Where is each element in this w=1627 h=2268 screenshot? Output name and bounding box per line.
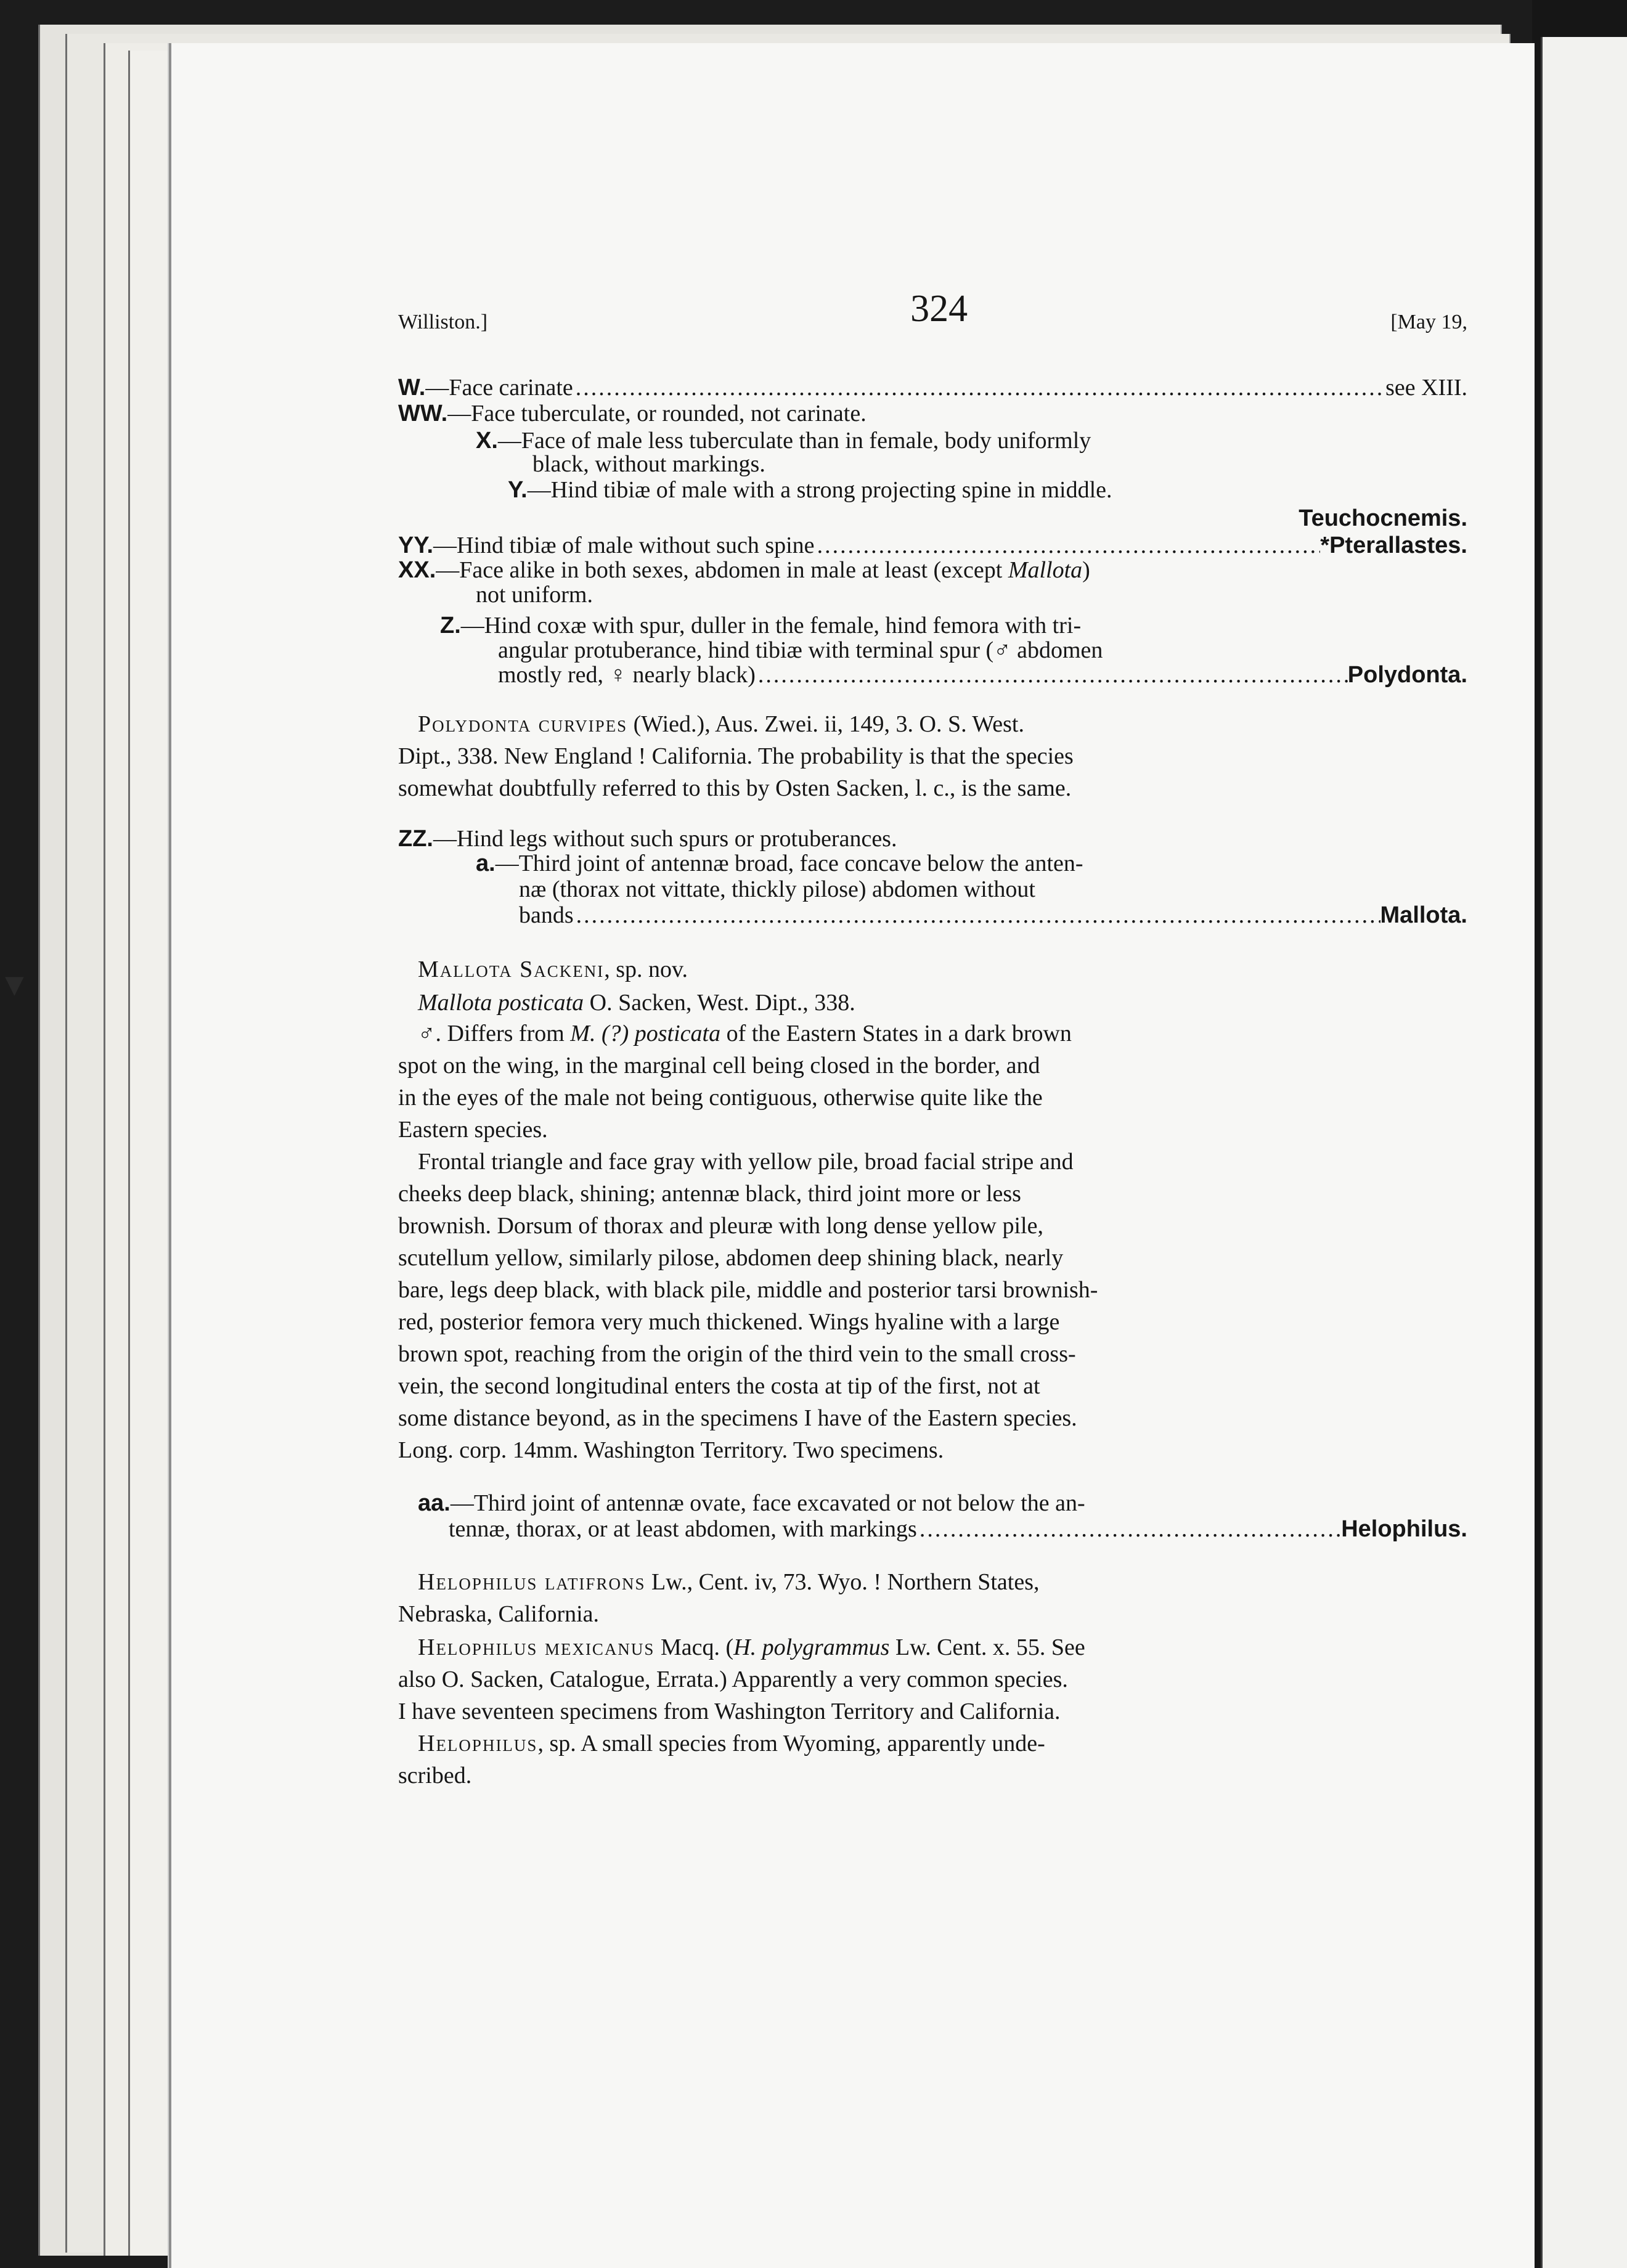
- key-couplet-z-cont: angular protuberance, hind tibiæ with terminal spur (♂ abdomen: [498, 637, 1103, 663]
- key-couplet-xx-cont: not uniform.: [476, 582, 593, 608]
- description-line: spot on the wing, in the marginal cell being closed in the border, and: [398, 1053, 1040, 1079]
- species-line: also O. Sacken, Catalogue, Errata.) Apparently a very common species.: [398, 1666, 1068, 1692]
- genus-pterallastes: *Pterallastes.: [1320, 532, 1467, 558]
- species-line: I have seventeen specimens from Washington Territory and California.: [398, 1699, 1061, 1724]
- description-line: cheeks deep black, shining; antennæ black, third joint more or less: [398, 1181, 1021, 1207]
- header-author: Williston.]: [398, 311, 488, 333]
- polydonta-line: somewhat doubtfully referred to this by Osten Sacken, l. c., is the same.: [398, 775, 1072, 801]
- page-number: 324: [910, 288, 968, 330]
- key-couplet-zz: ZZ.—Hind legs without such spurs or protuberances.: [398, 826, 897, 852]
- description-line: Frontal triangle and face gray with yellow pile, broad facial stripe and: [418, 1149, 1074, 1175]
- key-couplet-x: X.—Face of male less tuberculate than in female, body uniformly: [476, 428, 1091, 454]
- scan-mark-triangle: ▼: [5, 971, 24, 999]
- key-couplet-x-cont: black, without markings.: [532, 451, 765, 477]
- key-couplet-y: Y.—Hind tibiæ of male with a strong projecting spine in middle.: [508, 477, 1112, 503]
- species-polydonta-curvipes: Polydonta curvipes (Wied.), Aus. Zwei. ii, 149, 3. O. S. West.: [418, 711, 1024, 737]
- description-line: bare, legs deep black, with black pile, middle and posterior tarsi brownish-: [398, 1277, 1098, 1303]
- description-line: brown spot, reaching from the origin of the third vein to the small cross-: [398, 1341, 1076, 1367]
- synonym-line: Mallota posticata O. Sacken, West. Dipt., 338.: [418, 990, 855, 1016]
- key-couplet-xx: XX.—Face alike in both sexes, abdomen in male at least (except Mallota): [398, 557, 1090, 583]
- header-date: [May 19,: [1390, 311, 1467, 333]
- genus-teuchocnemis: Teuchocnemis.: [1299, 505, 1467, 531]
- facing-page-edge: [1541, 37, 1627, 2268]
- key-couplet-z-cont2: mostly red, ♀ nearly black) ..... Polydonta.: [498, 661, 1467, 689]
- key-couplet-a: a.—Third joint of antennæ broad, face concave below the anten-: [476, 851, 1083, 876]
- genus-mallota: Mallota.: [1380, 902, 1467, 928]
- description-line: ♂. Differs from M. (?) posticata of the Eastern States in a dark brown: [418, 1021, 1072, 1046]
- species-mallota-sackeni: Mallota Sackeni, sp. nov.: [418, 957, 688, 982]
- description-line: Long. corp. 14mm. Washington Territory. Two specimens.: [398, 1437, 944, 1463]
- description-line: vein, the second longitudinal enters the costa at tip of the first, not at: [398, 1373, 1040, 1399]
- key-couplet-a-cont: næ (thorax not vittate, thickly pilose) abdomen without: [519, 876, 1035, 902]
- species-line: Nebraska, California.: [398, 1601, 600, 1627]
- key-couplet-w: W.—Face carinate ..... see XIII.: [398, 373, 1467, 402]
- species-helophilus-latifrons: Helophilus latifrons Lw., Cent. iv, 73. Wyo. ! Northern States,: [418, 1569, 1040, 1595]
- description-line: scutellum yellow, similarly pilose, abdomen deep shining black, nearly: [398, 1245, 1064, 1271]
- description-line: Eastern species.: [398, 1117, 548, 1143]
- key-couplet-aa-cont: tennæ, thorax, or at least abdomen, with markings ..... Helophilus.: [449, 1515, 1467, 1543]
- key-couplet-ww: WW.—Face tuberculate, or rounded, not carinate.: [398, 401, 867, 426]
- species-line: scribed.: [398, 1763, 472, 1789]
- polydonta-line: Dipt., 338. New England ! California. The probability is that the species: [398, 743, 1074, 769]
- key-couplet-z: Z.—Hind coxæ with spur, duller in the female, hind femora with tri-: [440, 613, 1082, 638]
- species-helophilus-sp: Helophilus, sp. A small species from Wyoming, apparently unde-: [418, 1731, 1045, 1756]
- species-helophilus-mexicanus: Helophilus mexicanus Macq. (H. polygrammus Lw. Cent. x. 55. See: [418, 1634, 1085, 1660]
- description-line: some distance beyond, as in the specimens I have of the Eastern species.: [398, 1405, 1077, 1431]
- key-couplet-aa: aa.—Third joint of antennæ ovate, face excavated or not below the an-: [418, 1490, 1085, 1516]
- description-line: red, posterior femora very much thickened. Wings hyaline with a large: [398, 1309, 1060, 1335]
- running-header: [398, 288, 1467, 337]
- description-line: brownish. Dorsum of thorax and pleuræ with long dense yellow pile,: [398, 1213, 1043, 1239]
- description-line: in the eyes of the male not being contiguous, otherwise quite like the: [398, 1085, 1043, 1111]
- genus-helophilus: Helophilus.: [1341, 1516, 1467, 1542]
- genus-polydonta: Polydonta.: [1347, 662, 1467, 688]
- key-couplet-a-cont2: bands ..... Mallota.: [519, 901, 1467, 929]
- key-couplet-yy: YY.—Hind tibiæ of male without such spine ..... *Pterallastes.: [398, 531, 1467, 560]
- document-page: [169, 43, 1535, 2268]
